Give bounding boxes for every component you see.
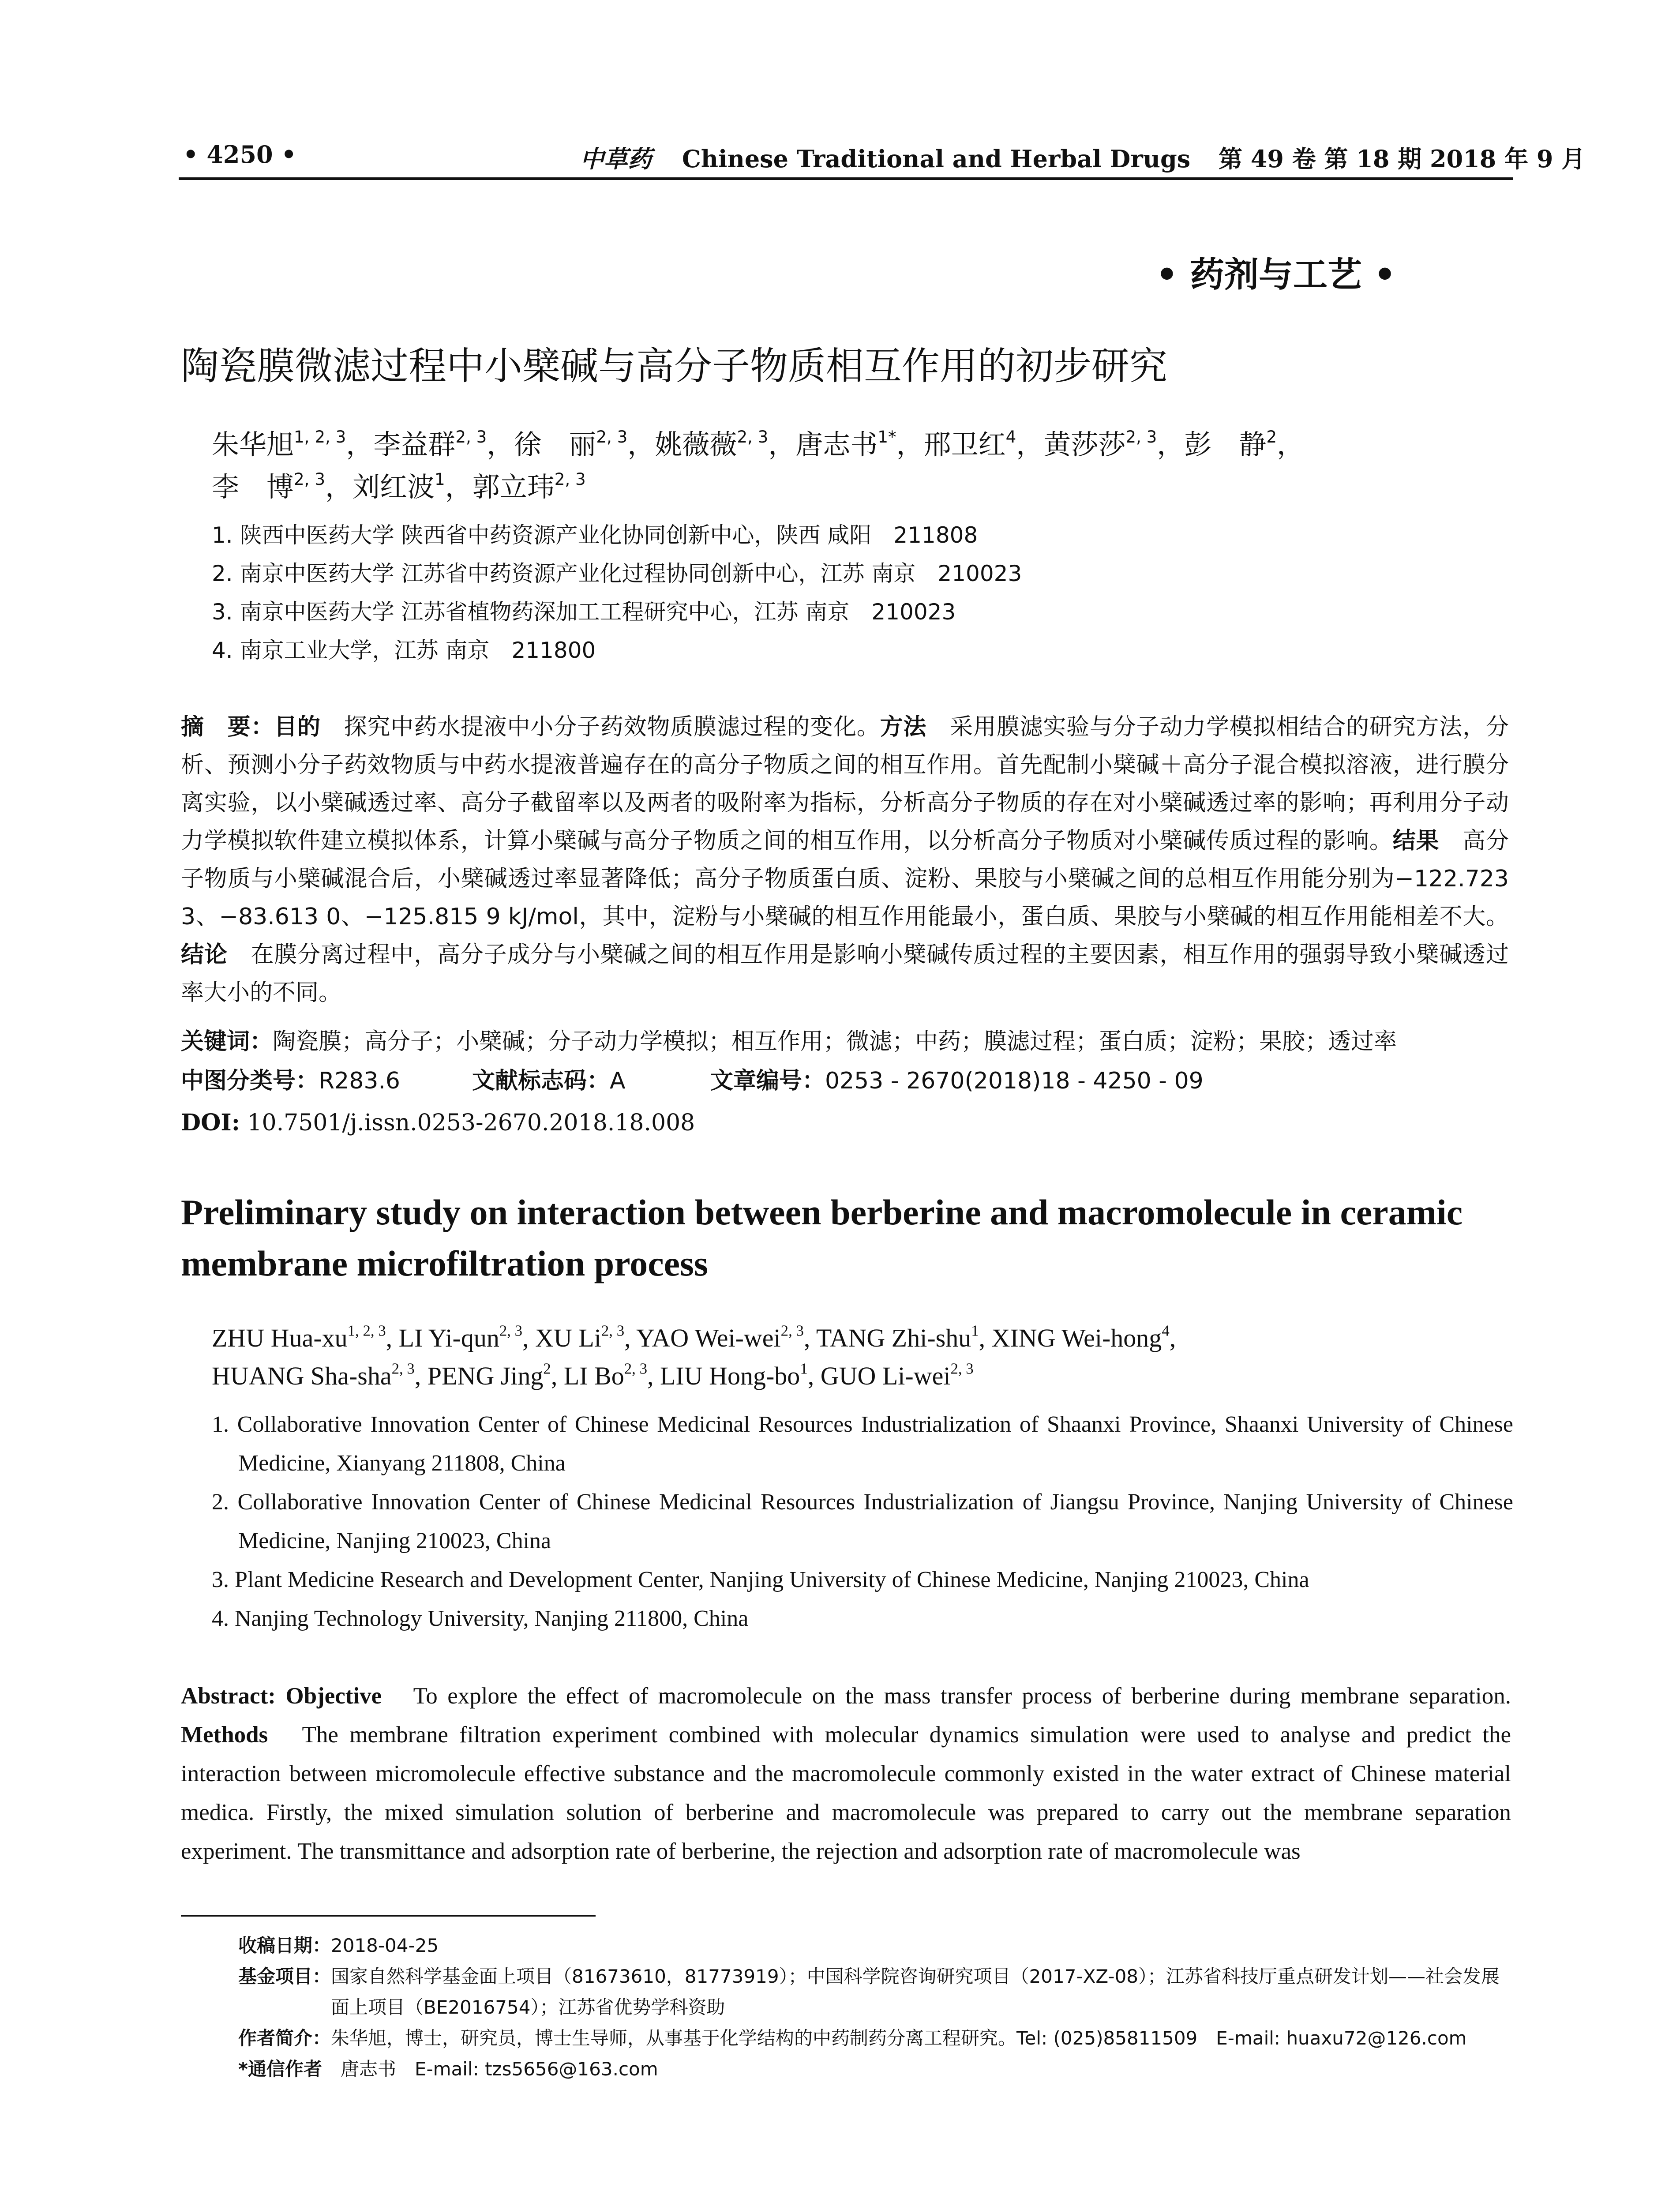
en-author-name: YAO Wei-wei xyxy=(636,1324,781,1352)
cn-author-affil-sup: 1, 2, 3 xyxy=(294,427,346,446)
footnote-corresponding xyxy=(238,2054,1518,2085)
cn-keywords-text: 陶瓷膜；高分子；小檗碱；分子动力学模拟；相互作用；微滤；中药；膜滤过程；蛋白质；淀粉；果胶；透过率 xyxy=(273,1028,1397,1055)
en-affiliations xyxy=(212,1405,1513,1638)
journal-issue: 第 49 卷 第 18 期 2018 年 9 月 xyxy=(1218,145,1586,173)
en-author-name: PENG Jing xyxy=(427,1362,544,1390)
cn-author-affil-sup: 2 xyxy=(1266,427,1277,446)
en-author-name: XING Wei-hong xyxy=(991,1324,1162,1352)
en-author-separator: , xyxy=(807,1362,821,1390)
footnote-text: 2018-04-25 xyxy=(331,1935,439,1956)
en-affiliation: 2. Collaborative Innovation Center of Chinese Medicinal Resources Industrialization of Jiangsu Province, Nanjing University of Chinese Medicine, Nanjing 210023, China xyxy=(212,1489,1513,1553)
cn-methods-label: 方法 xyxy=(880,714,927,740)
doi-label: DOI: xyxy=(181,1109,240,1136)
doi-link[interactable]: 10.7501/j.issn.0253-2670.2018.18.008 xyxy=(240,1110,695,1136)
cn-results-label: 结果 xyxy=(1392,828,1440,854)
cn-author-affil-sup: 1 xyxy=(435,469,445,489)
cn-author-separator: ， xyxy=(346,428,374,461)
cn-author-name: 徐 丽 xyxy=(514,428,596,461)
article-no-value: 0253 - 2670(2018)18 - 4250 - 09 xyxy=(825,1068,1204,1094)
en-author-affil-sup: 2, 3 xyxy=(601,1322,625,1339)
footnote-label: 基金项目： xyxy=(238,1966,331,1987)
en-author-name: LI Bo xyxy=(563,1362,624,1390)
section-label: • 药剂与工艺 • xyxy=(1156,255,1396,295)
footnote-text: 唐志书 E-mail: tzs5656@163.com xyxy=(340,2058,658,2080)
doc-code-label: 文献标志码： xyxy=(472,1068,610,1094)
cn-affiliation: 4. 南京工业大学，江苏 南京 211800 xyxy=(212,638,596,663)
en-methods-label: Methods xyxy=(181,1722,268,1748)
en-affiliation: 1. Collaborative Innovation Center of Chinese Medicinal Resources Industrialization of Shaanxi Province, Shaanxi University of Chinese Medicine, Xianyang 211808, China xyxy=(212,1412,1513,1476)
en-author-affil-sup: 2 xyxy=(543,1360,551,1377)
cn-author-separator: ， xyxy=(768,428,796,461)
en-author-separator: , xyxy=(979,1324,992,1352)
en-objective-label: Objective xyxy=(275,1683,382,1709)
en-abstract xyxy=(181,1677,1511,1871)
journal-name: Chinese Traditional and Herbal Drugs xyxy=(682,145,1191,173)
cn-keywords xyxy=(181,1024,1509,1060)
cn-author-separator: ， xyxy=(1276,428,1304,461)
en-authors-line-1 xyxy=(212,1319,1513,1357)
cn-author-affil-sup: 2, 3 xyxy=(294,469,325,489)
cn-author-affil-sup: 2, 3 xyxy=(596,427,628,446)
en-author-separator: , xyxy=(647,1362,660,1390)
header-rule xyxy=(179,177,1513,180)
cn-author-list xyxy=(212,424,1491,508)
cn-conclusion-label: 结论 xyxy=(181,942,228,968)
en-author-affil-sup: 2, 3 xyxy=(780,1322,804,1339)
en-author-affil-sup: 2, 3 xyxy=(950,1360,974,1377)
en-author-affil-sup: 2, 3 xyxy=(624,1360,647,1377)
footnote-label: 作者简介： xyxy=(238,2027,331,2049)
cn-author-affil-sup: 2, 3 xyxy=(455,427,487,446)
en-author-affil-sup: 2, 3 xyxy=(499,1322,523,1339)
en-author-affil-sup: 4 xyxy=(1162,1322,1170,1339)
cn-affiliation: 2. 南京中医药大学 江苏省中药资源产业化过程协同创新中心，江苏 南京 210023 xyxy=(212,561,1022,586)
en-author-list xyxy=(212,1319,1513,1395)
cn-author-affil-sup: 4 xyxy=(1005,427,1016,446)
footnote-text: 朱华旭，博士，研究员，博士生导师，从事基于化学结构的中药制药分离工程研究。Tel: (025)85811509 E-mail: huaxu72@126.com xyxy=(331,2027,1467,2049)
cn-authors-line-2 xyxy=(212,466,1491,508)
footnote-received xyxy=(238,1930,1518,1961)
footnote-text: 国家自然科学基金面上项目（81673610，81773919）；中国科学院咨询研究项目（2017-XZ-08）；江苏省科技厅重点研发计划——社会发展面上项目（BE2016754）；江苏省优势学科资助 xyxy=(331,1966,1500,2018)
cn-author-separator: ， xyxy=(487,428,514,461)
en-author-separator: , xyxy=(386,1324,399,1352)
en-author-name: GUO Li-wei xyxy=(820,1362,951,1390)
en-affiliation: 4. Nanjing Technology University, Nanjing 211800, China xyxy=(212,1606,749,1631)
cn-author-separator: ， xyxy=(445,471,472,503)
footnote-bio xyxy=(238,2023,1518,2054)
journal-logo: 中草药 xyxy=(580,145,652,173)
cn-abstract-label: 摘 要： xyxy=(181,714,274,740)
cn-author-name: 唐志书 xyxy=(795,428,878,461)
cn-author-separator: ， xyxy=(325,471,352,503)
cn-author-name: 李益群 xyxy=(373,428,456,461)
en-author-separator: , xyxy=(414,1362,428,1390)
footnote-rule xyxy=(181,1915,596,1917)
clc-label: 中图分类号： xyxy=(181,1068,319,1094)
cn-author-name: 邢卫红 xyxy=(923,428,1006,461)
clc-value: R283.6 xyxy=(319,1068,401,1094)
en-author-affil-sup: 1 xyxy=(971,1322,979,1339)
cn-affiliation: 1. 陕西中医药大学 陕西省中药资源产业化协同创新中心，陕西 咸阳 211808 xyxy=(212,522,978,548)
en-author-separator: , xyxy=(624,1324,636,1352)
en-abstract-label: Abstract: xyxy=(181,1683,276,1709)
cn-author-affil-sup: 2, 3 xyxy=(737,427,769,446)
en-author-name: LIU Hong-bo xyxy=(660,1362,800,1390)
cn-author-affil-sup: 2, 3 xyxy=(1125,427,1157,446)
cn-author-affil-sup: 1* xyxy=(878,427,896,446)
journal-header-text xyxy=(580,140,1585,174)
footnote-fund xyxy=(238,1961,1518,2023)
page-number: • 4250 • xyxy=(183,140,296,169)
classification-line xyxy=(181,1063,1509,1099)
en-authors-line-2 xyxy=(212,1357,1513,1395)
en-title: Preliminary study on interaction between berberine and macromolecule in ceramic membrane microfiltration process xyxy=(181,1192,1463,1283)
cn-author-separator: ， xyxy=(627,428,655,461)
cn-authors-line-1 xyxy=(212,424,1491,466)
cn-author-separator: ， xyxy=(1016,428,1044,461)
en-methods-text: The membrane filtration experiment combined with molecular dynamics simulation were used to analyse and predict the interaction between micromolecule effective substance and the macromolecule commonly existed in the water extract of Chinese material medica. Firstly, the mixed simulation solution of berberine and macromolecule was prepared to carry out the membrane separation experiment. The transmittance and adsorption rate of berberine, the rejection and adsorption rate of macromolecule was xyxy=(181,1722,1511,1864)
footnote-label: 收稿日期： xyxy=(238,1935,331,1956)
cn-objective-label: 目的 xyxy=(274,714,321,740)
cn-author-name: 彭 静 xyxy=(1184,428,1267,461)
cn-keywords-label: 关键词： xyxy=(181,1028,273,1055)
en-objective-text: To explore the effect of macromolecule on the mass transfer process of berberine during membrane separation. xyxy=(382,1683,1511,1709)
article-no-label: 文章编号： xyxy=(710,1068,825,1094)
footnote-label: *通信作者 xyxy=(238,2058,341,2080)
cn-author-separator: ， xyxy=(896,428,924,461)
cn-abstract xyxy=(181,708,1509,1012)
en-author-separator: , xyxy=(522,1324,536,1352)
cn-title: 陶瓷膜微滤过程中小檗碱与高分子物质相互作用的初步研究 xyxy=(181,344,1167,388)
en-author-name: ZHU Hua-xu xyxy=(212,1324,348,1352)
running-header xyxy=(183,140,1586,176)
cn-author-name: 黄莎莎 xyxy=(1043,428,1126,461)
cn-author-name: 朱华旭 xyxy=(212,428,294,461)
en-affiliation: 3. Plant Medicine Research and Development Center, Nanjing University of Chinese Medicine, Nanjing 210023, China xyxy=(212,1567,1309,1592)
cn-author-name: 郭立玮 xyxy=(472,471,555,503)
en-author-affil-sup: 2, 3 xyxy=(391,1360,415,1377)
en-author-separator: , xyxy=(803,1324,816,1352)
en-author-separator: , xyxy=(1169,1324,1176,1352)
en-author-name: HUANG Sha-sha xyxy=(212,1362,392,1390)
en-author-affil-sup: 1 xyxy=(800,1360,808,1377)
en-author-name: TANG Zhi-shu xyxy=(816,1324,971,1352)
cn-methods-text: 采用膜滤实验与分子动力学模拟相结合的研究方法，分析、预测小分子药效物质与中药水提液普遍存在的高分子物质之间的相互作用。首先配制小檗碱＋高分子混合模拟溶液，进行膜分离实验，以小檗碱透过率、高分子截留率以及两者的吸附率为指标，分析高分子物质的存在对小檗碱透过率的影响；再利用分子动力学模拟软件建立模拟体系，计算小檗碱与高分子物质之间的相互作用，以分析高分子物质对小檗碱传质过程的影响。 xyxy=(181,714,1509,854)
en-author-name: LI Yi-qun xyxy=(398,1324,499,1352)
cn-author-name: 刘红波 xyxy=(352,471,435,503)
cn-results-text: 高分子物质与小檗碱混合后，小檗碱透过率显著降低；高分子物质蛋白质、淀粉、果胶与小檗碱之间的总相互作用能分别为−122.723 3、−83.613 0、−125.815 9 kJ/mol，其中，淀粉与小檗碱的相互作用能最小，蛋白质、果胶与小檗碱的相互作用能相差不大。 xyxy=(181,828,1509,930)
cn-author-name: 李 博 xyxy=(212,471,294,503)
doc-code-value: A xyxy=(610,1068,626,1094)
cn-author-separator: ， xyxy=(1157,428,1185,461)
cn-author-name: 姚薇薇 xyxy=(655,428,737,461)
en-author-separator: , xyxy=(551,1362,564,1390)
en-author-affil-sup: 1, 2, 3 xyxy=(347,1322,386,1339)
doi-line xyxy=(181,1105,1509,1141)
cn-conclusion-text: 在膜分离过程中，高分子成分与小檗碱之间的相互作用是影响小檗碱传质过程的主要因素，相互作用的强弱导致小檗碱透过率大小的不同。 xyxy=(181,942,1509,1006)
cn-affiliation: 3. 南京中医药大学 江苏省植物药深加工工程研究中心，江苏 南京 210023 xyxy=(212,599,956,625)
footnotes xyxy=(238,1930,1518,2085)
cn-objective-text: 探究中药水提液中小分子药效物质膜滤过程的变化。 xyxy=(320,714,880,740)
cn-author-affil-sup: 2, 3 xyxy=(554,469,586,489)
en-author-name: XU Li xyxy=(535,1324,601,1352)
cn-affiliations xyxy=(212,516,1491,670)
